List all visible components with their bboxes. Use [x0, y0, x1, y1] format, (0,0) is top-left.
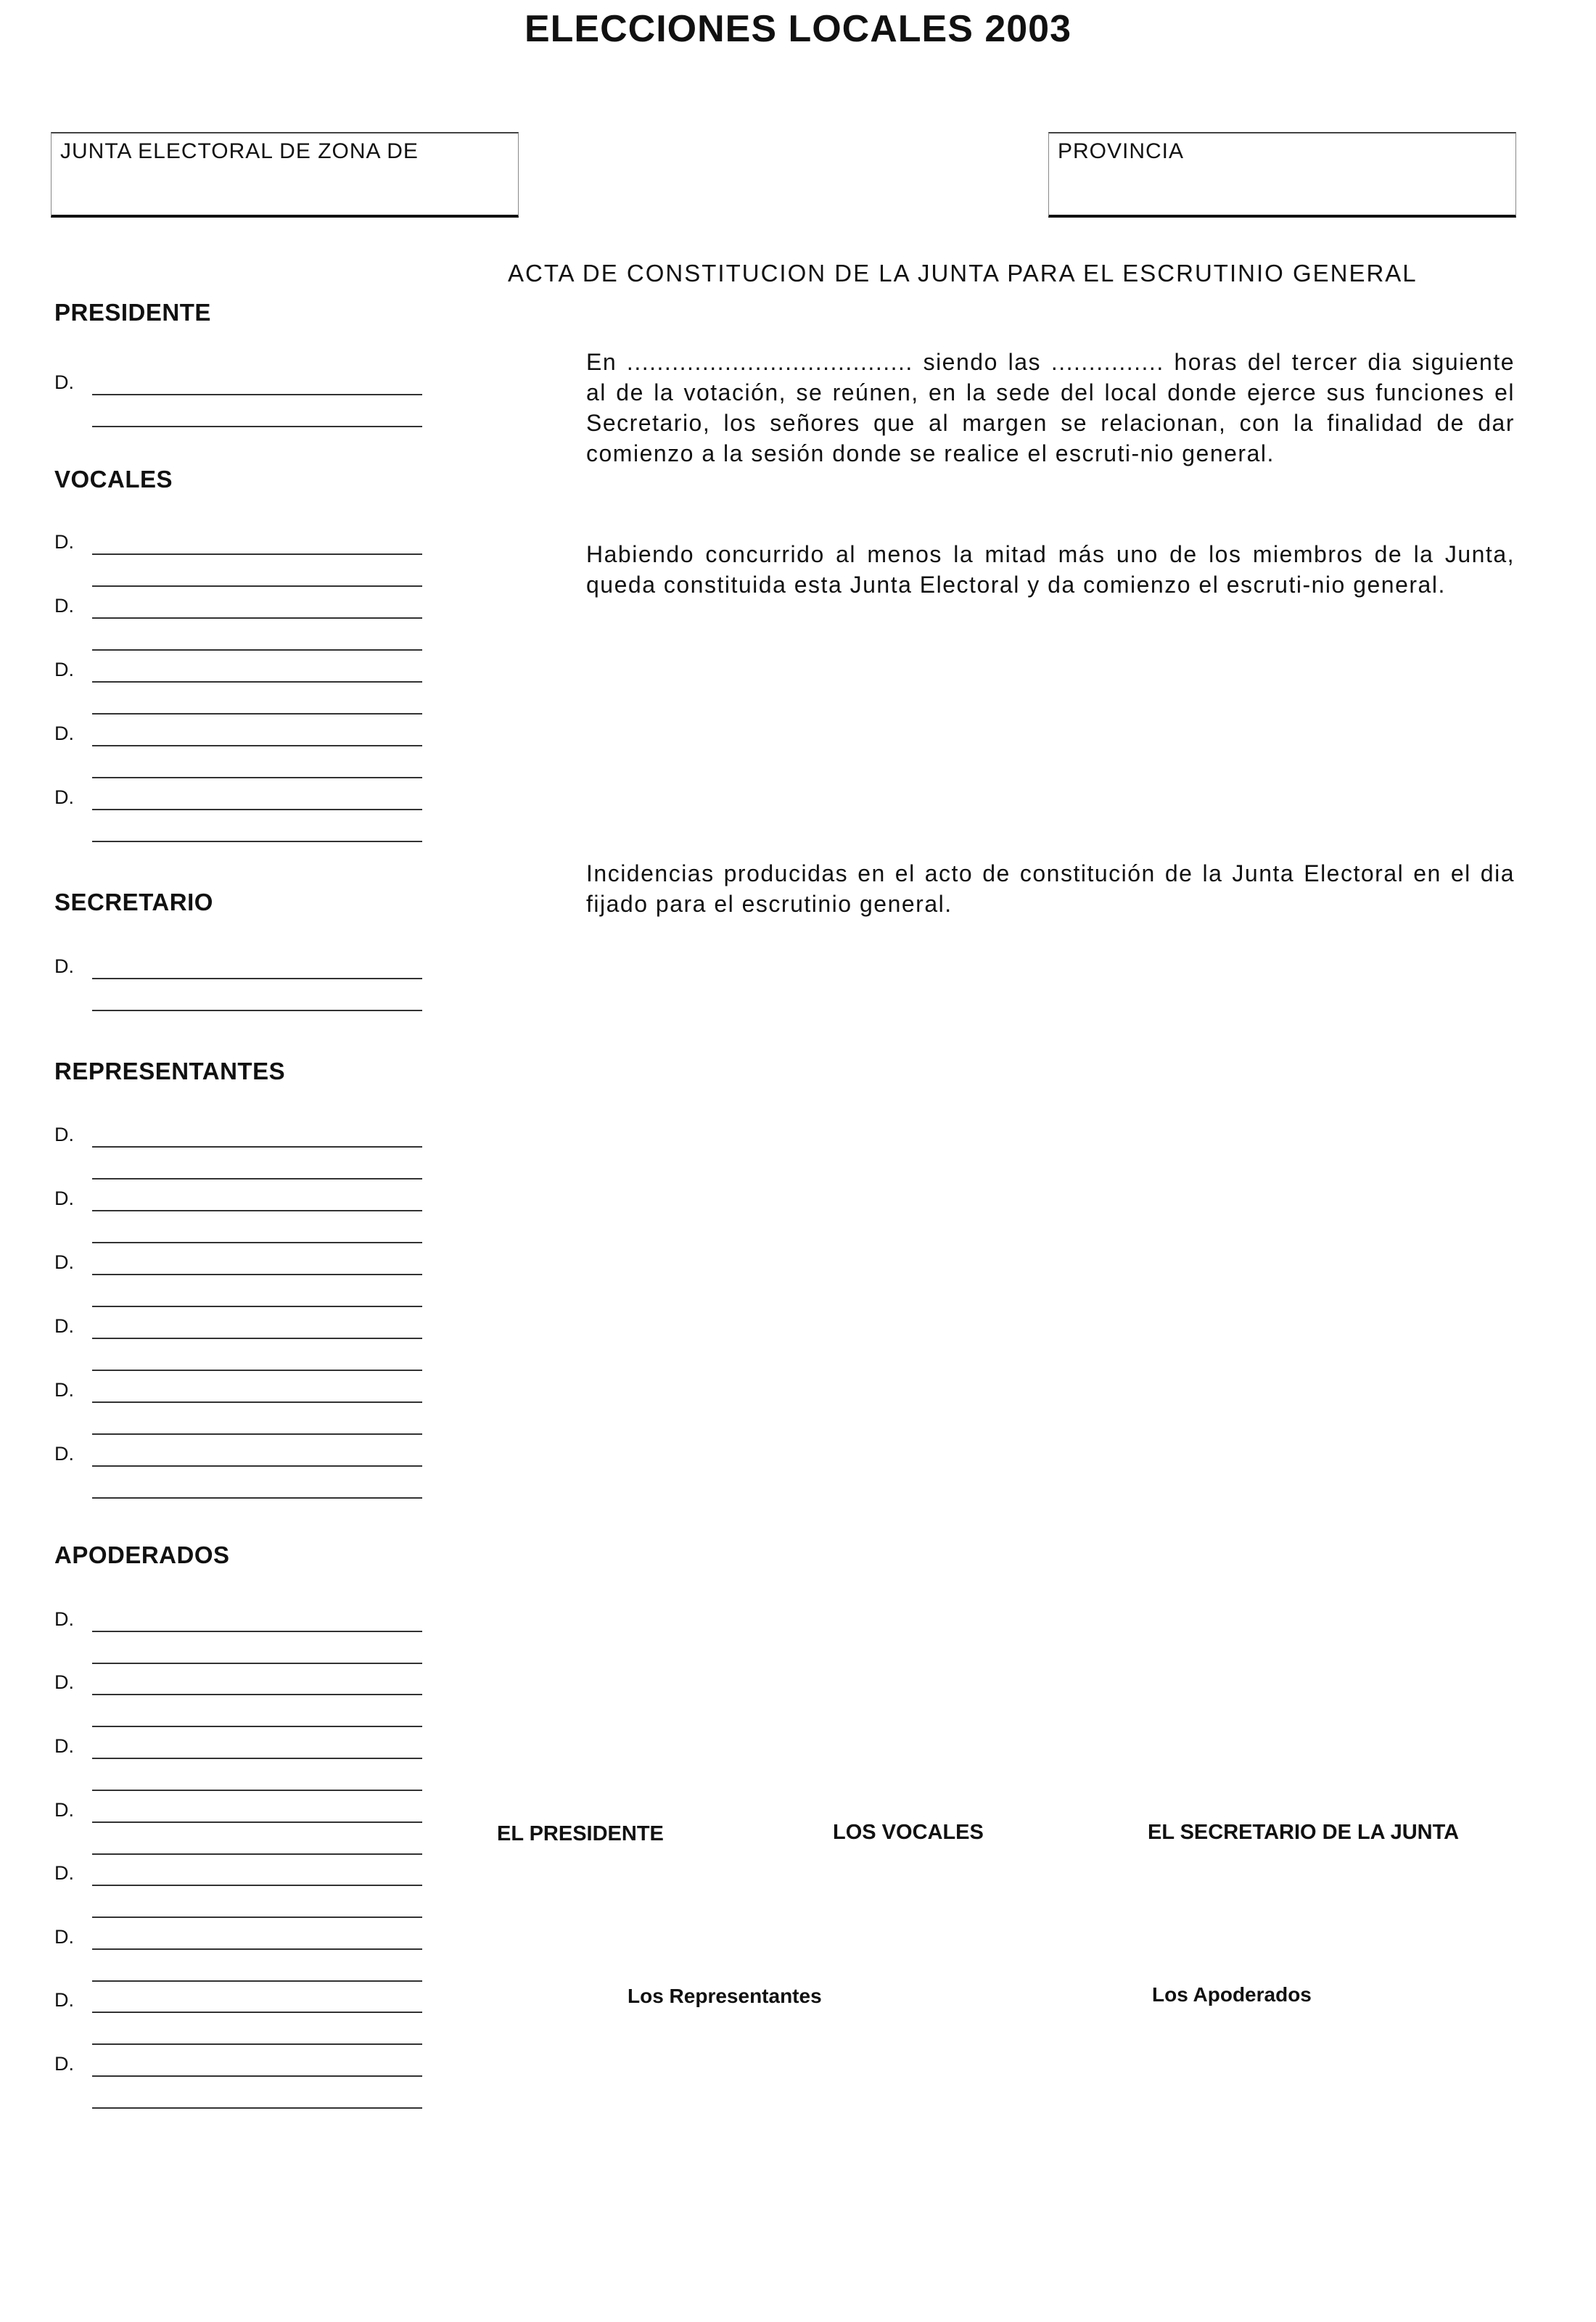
representante-d-label-1: D. [54, 1124, 74, 1145]
vocales-name-line-continued-1[interactable] [92, 585, 422, 587]
apoderado-name-line-continued-8[interactable] [92, 2107, 422, 2109]
representante-name-line-4[interactable] [92, 1338, 422, 1339]
representante-d-label-5: D. [54, 1379, 74, 1401]
apoderado-name-line-8[interactable] [92, 2075, 422, 2077]
representante-d-label-4: D. [54, 1315, 74, 1337]
presidente-name-line-continued-1[interactable] [92, 426, 422, 427]
vocales-d-label-4: D. [54, 722, 74, 744]
representante-name-line-5[interactable] [92, 1401, 422, 1403]
document-title: ELECCIONES LOCALES 2003 [524, 8, 1072, 50]
signature-presidente: EL PRESIDENTE [497, 1822, 664, 1845]
apoderado-name-line-1[interactable] [92, 1631, 422, 1632]
vocales-d-label-1: D. [54, 531, 74, 553]
secretario-name-line-continued-1[interactable] [92, 1010, 422, 1011]
representante-name-line-continued-6[interactable] [92, 1497, 422, 1499]
signature-representantes: Los Representantes [628, 1985, 822, 2007]
presidente-heading: PRESIDENTE [54, 299, 211, 326]
secretario-name-line-1[interactable] [92, 978, 422, 979]
vocales-name-line-3[interactable] [92, 681, 422, 683]
apoderado-name-line-continued-4[interactable] [92, 1853, 422, 1855]
representante-name-line-1[interactable] [92, 1146, 422, 1148]
apoderado-name-line-4[interactable] [92, 1821, 422, 1823]
vocales-name-line-continued-3[interactable] [92, 713, 422, 715]
representantes-heading: REPRESENTANTES [54, 1058, 286, 1084]
vocales-name-line-5[interactable] [92, 809, 422, 810]
quorum-paragraph: Habiendo concurrido al menos la mitad más uno de los miembros de la Junta, queda constituida esta Junta Electoral y da comienzo el escruti-nio general. [586, 541, 1515, 598]
secretario-heading: SECRETARIO [54, 889, 213, 915]
apoderado-d-label-3: D. [54, 1735, 74, 1757]
secretario-d-label-1: D. [54, 955, 74, 977]
representante-name-line-continued-5[interactable] [92, 1433, 422, 1435]
constitution-paragraph: En ...................................... siendo las ............... horas del tercer dia siguiente al de la votación, se reúnen, en la sede del local donde ejerce sus funciones el Secretario, los señores que al margen se relacionan, con la finalidad de dar comienzo a la sesión donde se realice el escruti-nio general. [586, 349, 1515, 466]
apoderado-d-label-6: D. [54, 1926, 74, 1948]
vocales-d-label-2: D. [54, 595, 74, 617]
apoderados-heading: APODERADOS [54, 1541, 230, 1568]
apoderado-d-label-5: D. [54, 1862, 74, 1884]
apoderado-d-label-4: D. [54, 1799, 74, 1821]
vocales-d-label-3: D. [54, 659, 74, 680]
apoderado-name-line-3[interactable] [92, 1758, 422, 1759]
incidencias-paragraph: Incidencias producidas en el acto de constitución de la Junta Electoral en el dia fijado para el escrutinio general. [586, 860, 1515, 917]
vocales-name-line-continued-4[interactable] [92, 777, 422, 778]
representante-name-line-continued-3[interactable] [92, 1306, 422, 1307]
vocales-name-line-1[interactable] [92, 553, 422, 555]
representante-d-label-2: D. [54, 1187, 74, 1209]
apoderado-name-line-2[interactable] [92, 1694, 422, 1695]
representante-d-label-6: D. [54, 1443, 74, 1465]
apoderado-name-line-continued-7[interactable] [92, 2043, 422, 2045]
apoderado-d-label-1: D. [54, 1608, 74, 1630]
vocales-name-line-continued-5[interactable] [92, 841, 422, 842]
vocales-name-line-2[interactable] [92, 617, 422, 619]
representante-name-line-6[interactable] [92, 1465, 422, 1467]
signature-vocales: LOS VOCALES [833, 1821, 984, 1844]
apoderado-name-line-6[interactable] [92, 1948, 422, 1950]
representante-d-label-3: D. [54, 1251, 74, 1273]
apoderado-name-line-continued-5[interactable] [92, 1917, 422, 1918]
provincia-box[interactable] [1048, 132, 1516, 218]
apoderado-d-label-7: D. [54, 1989, 74, 2011]
vocales-name-line-4[interactable] [92, 745, 422, 746]
provincia-label: PROVINCIA [1058, 139, 1185, 163]
apoderado-name-line-continued-3[interactable] [92, 1790, 422, 1791]
vocales-d-label-5: D. [54, 786, 74, 808]
apoderado-name-line-7[interactable] [92, 2012, 422, 2013]
apoderado-d-label-2: D. [54, 1671, 74, 1693]
signature-apoderados: Los Apoderados [1152, 1983, 1312, 2006]
vocales-heading: VOCALES [54, 466, 173, 493]
representante-name-line-continued-1[interactable] [92, 1178, 422, 1179]
apoderado-name-line-5[interactable] [92, 1885, 422, 1886]
representante-name-line-3[interactable] [92, 1274, 422, 1275]
representante-name-line-2[interactable] [92, 1210, 422, 1211]
vocales-name-line-continued-2[interactable] [92, 649, 422, 651]
signature-secretario: EL SECRETARIO DE LA JUNTA [1148, 1821, 1460, 1844]
representante-name-line-continued-2[interactable] [92, 1242, 422, 1243]
junta-electoral-box[interactable] [51, 132, 519, 218]
apoderado-name-line-continued-1[interactable] [92, 1663, 422, 1664]
acta-title: ACTA DE CONSTITUCION DE LA JUNTA PARA EL ESCRUTINIO GENERAL [508, 260, 1418, 287]
presidente-d-label-1: D. [54, 371, 74, 393]
representante-name-line-continued-4[interactable] [92, 1370, 422, 1371]
presidente-name-line-1[interactable] [92, 394, 422, 395]
apoderado-name-line-continued-6[interactable] [92, 1980, 422, 1982]
apoderado-name-line-continued-2[interactable] [92, 1726, 422, 1727]
apoderado-d-label-8: D. [54, 2053, 74, 2075]
junta-electoral-label: JUNTA ELECTORAL DE ZONA DE [60, 139, 419, 163]
